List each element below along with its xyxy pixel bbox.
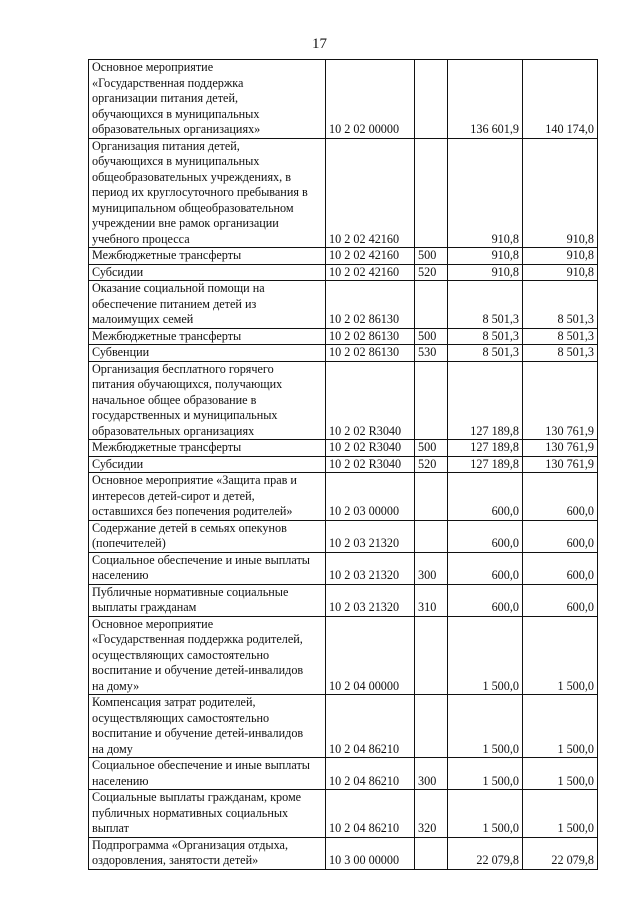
- cell-expense-type: [415, 138, 448, 248]
- table-row: [89, 790, 598, 838]
- cell-amount-year1: 127 189,8: [448, 361, 523, 440]
- table-row: [89, 584, 598, 616]
- cell-name: Межбюджетные трансферты: [89, 248, 326, 265]
- cell-code: 10 2 03 00000: [326, 473, 415, 521]
- cell-amount-year1: 1 500,0: [448, 616, 523, 695]
- table-row: [89, 248, 598, 265]
- table-row: [89, 138, 598, 248]
- cell-expense-type: 320: [415, 790, 448, 838]
- cell-amount-year2: 22 079,8: [523, 837, 598, 869]
- table-row: [89, 520, 598, 552]
- table-row: [89, 281, 598, 329]
- cell-code: 10 2 04 86210: [326, 695, 415, 758]
- cell-name: Основное мероприятие «Защита прав и интересов детей-сирот и детей, оставшихся без попечения родителей»: [89, 473, 326, 521]
- cell-amount-year2: 600,0: [523, 552, 598, 584]
- cell-amount-year1: 600,0: [448, 473, 523, 521]
- cell-amount-year1: 910,8: [448, 248, 523, 265]
- cell-amount-year2: 130 761,9: [523, 440, 598, 457]
- cell-amount-year1: 127 189,8: [448, 440, 523, 457]
- table-row: [89, 328, 598, 345]
- table-row: [89, 440, 598, 457]
- cell-name: Подпрограмма «Организация отдыха, оздоровления, занятости детей»: [89, 837, 326, 869]
- cell-name: Субсидии: [89, 456, 326, 473]
- table-row: [89, 60, 598, 139]
- cell-name: Организация бесплатного горячего питания обучающихся, получающих начальное общее образование в государственных и муниципальных образовательных организациях: [89, 361, 326, 440]
- cell-amount-year2: 1 500,0: [523, 790, 598, 838]
- cell-name: Организация питания детей, обучающихся в муниципальных общеобразовательных учреждениях, в период их круглосуточного пребывания в муниципальном общеобразовательном учреждении вне рамок организации учебного процесса: [89, 138, 326, 248]
- cell-amount-year1: 1 500,0: [448, 695, 523, 758]
- cell-name: Социальное обеспечение и иные выплаты населению: [89, 758, 326, 790]
- page-number: 17: [312, 36, 327, 52]
- cell-code: 10 2 03 21320: [326, 520, 415, 552]
- cell-code: 10 2 02 86130: [326, 281, 415, 329]
- table-row: [89, 345, 598, 362]
- cell-name: Субвенции: [89, 345, 326, 362]
- cell-amount-year1: 136 601,9: [448, 60, 523, 139]
- cell-code: 10 2 02 R3040: [326, 361, 415, 440]
- table-row: [89, 264, 598, 281]
- cell-expense-type: [415, 473, 448, 521]
- cell-expense-type: [415, 616, 448, 695]
- cell-code: 10 2 03 21320: [326, 584, 415, 616]
- cell-amount-year1: 1 500,0: [448, 790, 523, 838]
- budget-table: [88, 59, 598, 870]
- cell-amount-year2: 130 761,9: [523, 361, 598, 440]
- table-row: [89, 695, 598, 758]
- cell-code: 10 2 02 86130: [326, 328, 415, 345]
- cell-expense-type: 500: [415, 440, 448, 457]
- cell-name: Оказание социальной помощи на обеспечение питанием детей из малоимущих семей: [89, 281, 326, 329]
- cell-amount-year2: 140 174,0: [523, 60, 598, 139]
- table-row: [89, 361, 598, 440]
- cell-amount-year1: 910,8: [448, 138, 523, 248]
- cell-name: Компенсация затрат родителей, осуществляющих самостоятельно воспитание и обучение детей-инвалидов на дому: [89, 695, 326, 758]
- cell-amount-year2: 910,8: [523, 248, 598, 265]
- table-row: [89, 758, 598, 790]
- cell-code: 10 2 02 00000: [326, 60, 415, 139]
- table-row: [89, 837, 598, 869]
- cell-name: Публичные нормативные социальные выплаты гражданам: [89, 584, 326, 616]
- cell-code: 10 2 02 42160: [326, 138, 415, 248]
- cell-expense-type: [415, 281, 448, 329]
- cell-name: Субсидии: [89, 264, 326, 281]
- cell-code: 10 2 03 21320: [326, 552, 415, 584]
- cell-code: 10 2 04 86210: [326, 790, 415, 838]
- cell-name: Социальное обеспечение и иные выплаты населению: [89, 552, 326, 584]
- cell-amount-year2: 1 500,0: [523, 758, 598, 790]
- cell-amount-year1: 600,0: [448, 520, 523, 552]
- budget-table-body: [89, 60, 598, 870]
- cell-name: Межбюджетные трансферты: [89, 328, 326, 345]
- cell-name: Основное мероприятие «Государственная поддержка организации питания детей, обучающихся в муниципальных образовательных организациях»: [89, 60, 326, 139]
- cell-amount-year1: 910,8: [448, 264, 523, 281]
- cell-amount-year1: 8 501,3: [448, 281, 523, 329]
- table-row: [89, 552, 598, 584]
- cell-amount-year2: 600,0: [523, 584, 598, 616]
- cell-amount-year2: 130 761,9: [523, 456, 598, 473]
- cell-expense-type: [415, 837, 448, 869]
- cell-expense-type: 520: [415, 456, 448, 473]
- cell-amount-year2: 600,0: [523, 473, 598, 521]
- cell-code: 10 2 02 R3040: [326, 456, 415, 473]
- cell-expense-type: 500: [415, 328, 448, 345]
- table-row: [89, 456, 598, 473]
- cell-code: 10 2 02 42160: [326, 264, 415, 281]
- cell-amount-year2: 910,8: [523, 264, 598, 281]
- cell-amount-year2: 1 500,0: [523, 616, 598, 695]
- cell-amount-year1: 8 501,3: [448, 328, 523, 345]
- cell-amount-year2: 910,8: [523, 138, 598, 248]
- cell-amount-year2: 8 501,3: [523, 345, 598, 362]
- cell-amount-year1: 127 189,8: [448, 456, 523, 473]
- cell-expense-type: [415, 60, 448, 139]
- cell-expense-type: 300: [415, 552, 448, 584]
- cell-amount-year1: 8 501,3: [448, 345, 523, 362]
- cell-expense-type: [415, 695, 448, 758]
- cell-amount-year2: 8 501,3: [523, 328, 598, 345]
- cell-expense-type: [415, 361, 448, 440]
- cell-name: Основное мероприятие «Государственная поддержка родителей, осуществляющих самостоятельно воспитание и обучение детей-инвалидов на дому»: [89, 616, 326, 695]
- cell-expense-type: [415, 520, 448, 552]
- cell-expense-type: 530: [415, 345, 448, 362]
- cell-amount-year1: 22 079,8: [448, 837, 523, 869]
- cell-amount-year2: 1 500,0: [523, 695, 598, 758]
- cell-name: Социальные выплаты гражданам, кроме публичных нормативных социальных выплат: [89, 790, 326, 838]
- cell-name: Содержание детей в семьях опекунов (попечителей): [89, 520, 326, 552]
- cell-code: 10 2 04 00000: [326, 616, 415, 695]
- cell-code: 10 2 02 86130: [326, 345, 415, 362]
- table-row: [89, 473, 598, 521]
- cell-expense-type: 520: [415, 264, 448, 281]
- cell-amount-year1: 600,0: [448, 552, 523, 584]
- cell-expense-type: 310: [415, 584, 448, 616]
- cell-code: 10 2 04 86210: [326, 758, 415, 790]
- cell-code: 10 3 00 00000: [326, 837, 415, 869]
- cell-amount-year2: 600,0: [523, 520, 598, 552]
- cell-expense-type: 300: [415, 758, 448, 790]
- table-row: [89, 616, 598, 695]
- cell-amount-year2: 8 501,3: [523, 281, 598, 329]
- cell-code: 10 2 02 42160: [326, 248, 415, 265]
- cell-name: Межбюджетные трансферты: [89, 440, 326, 457]
- cell-expense-type: 500: [415, 248, 448, 265]
- cell-code: 10 2 02 R3040: [326, 440, 415, 457]
- cell-amount-year1: 1 500,0: [448, 758, 523, 790]
- cell-amount-year1: 600,0: [448, 584, 523, 616]
